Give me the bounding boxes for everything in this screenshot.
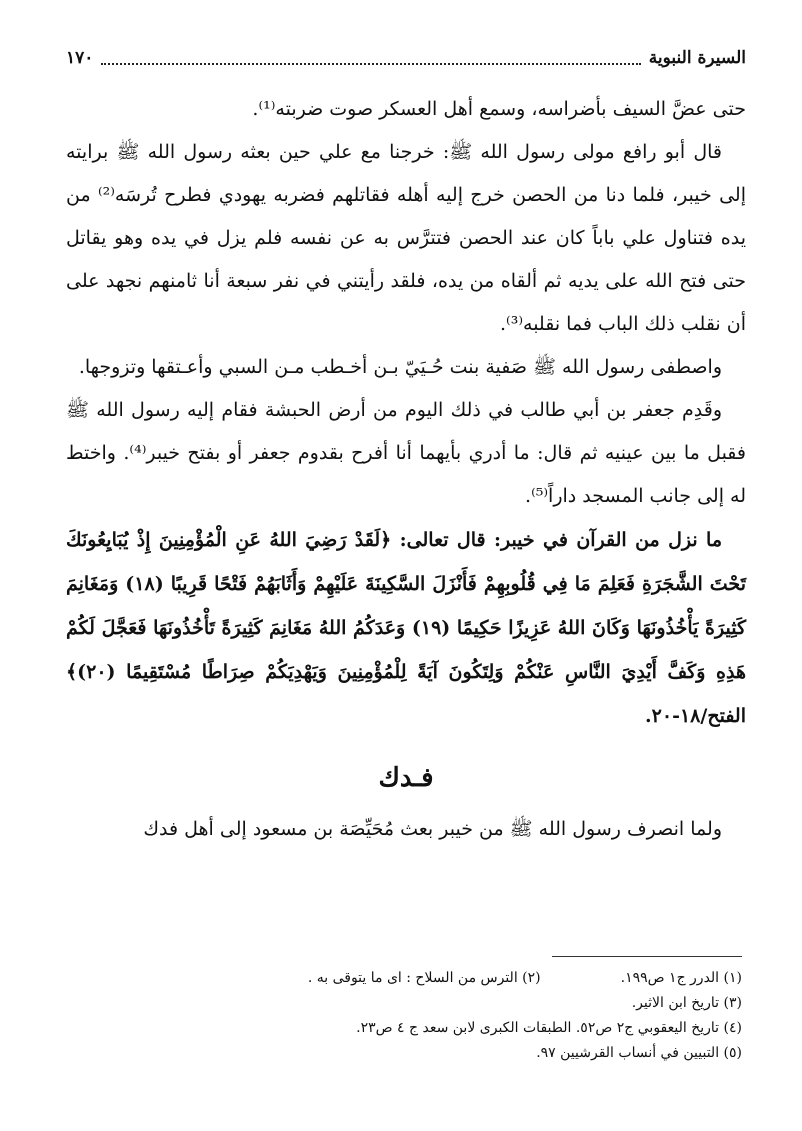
footnote-5: (٥) التبيين في أنساب القرشيين ٩٧. (536, 1045, 742, 1061)
running-title: السيرة النبوية (648, 48, 746, 68)
header-dot-leader (101, 63, 640, 65)
paragraph-2: قال أبو رافع مولى رسول الله ﷺ: خرجنا مع علي حين بعثه رسول الله ﷺ برايته إلى خيبر، فلما دنا من الحصن خرج إليه أهله فقاتلهم فضربه يهودي فطرح تُرسَه⁽²⁾ من يده فتناول علي باباً كان عند الحصن فتترَّس به عن نفسه فلم يزل في يده وهو يقاتل حتى فتح الله على يديه ثم ألقاه من يده، فلقد رأيتني في نفر سبعة أنا ثامنهم نجهد على أن نقلب ذلك الباب فما نقلبه⁽³⁾. (66, 141, 746, 335)
footnote-3: (٣) تاريخ ابن الاثير. (631, 995, 742, 1011)
section-title: فـدك (378, 763, 434, 793)
footnotes (132, 966, 742, 1066)
page-header (66, 40, 746, 76)
page-body (66, 88, 746, 851)
paragraph-1: حتى عضَّ السيف بأضراسه، وسمع أهل العسكر صوت ضربته⁽¹⁾. (252, 98, 746, 120)
footnote-1: (١) الدرر ج١ ص١٩٩. (620, 970, 742, 986)
footnote-divider (552, 956, 742, 957)
section-opening-paragraph: ولما انصرف رسول الله ﷺ من خيبر بعث مُحَيِّصَة بن مسعود إلى أهل فدك (143, 818, 722, 840)
page-number: ١٧٠ (66, 48, 94, 68)
footnote-2: (٢) الترس من السلاح : اى ما يتوقى به . (307, 970, 541, 986)
footnote-row-1 (132, 966, 742, 991)
quran-paragraph: ما نزل من القرآن في خيبر: قال تعالى: ﴿لَقَدْ رَضِيَ اللهُ عَنِ الْمُؤْمِنِينَ إِذْ يُبَايِعُونَكَ تَحْتَ الشَّجَرَةِ فَعَلِمَ مَا فِي قُلُوبِهِمْ فَأَنْزَلَ السَّكِينَةَ عَلَيْهِمْ وَأَثَابَهُمْ فَتْحًا قَرِيبًا (١٨) وَمَغَانِمَ كَثِيرَةً يَأْخُذُونَهَا وَكَانَ اللهُ عَزِيزًا حَكِيمًا (١٩) وَعَدَكُمُ اللهُ مَغَانِمَ كَثِيرَةً تَأْخُذُونَهَا فَعَجَّلَ لَكُمْ هَذِهِ وَكَفَّ أَيْدِيَ النَّاسِ عَنْكُمْ وَلِتَكُونَ آيَةً لِلْمُؤْمِنِينَ وَيَهْدِيَكُمْ صِرَاطًا مُسْتَقِيمًا (٢٠)﴾ الفتح/١٨-٢٠. (66, 529, 746, 727)
paragraph-3: واصطفى رسول الله ﷺ صَفية بنت حُـيَيّ بـن أخـطب مـن السبي وأعـتقها وتزوجها. (78, 356, 722, 378)
footnote-4: (٤) تاريخ اليعقوبي ج٢ ص٥٢. الطبقات الكبرى لابن سعد ج ٤ ص٢٣. (356, 1020, 742, 1036)
paragraph-4: وقَدِم جعفر بن أبي طالب في ذلك اليوم من أرض الحبشة فقام إليه رسول الله ﷺ فقبل ما بين عينيه ثم قال: ما أدري بأيهما أنا أفرح بقدوم جعفر أو بفتح خيبر⁽⁴⁾. واختط له إلى جانب المسجد داراً⁽⁵⁾. (66, 399, 746, 507)
